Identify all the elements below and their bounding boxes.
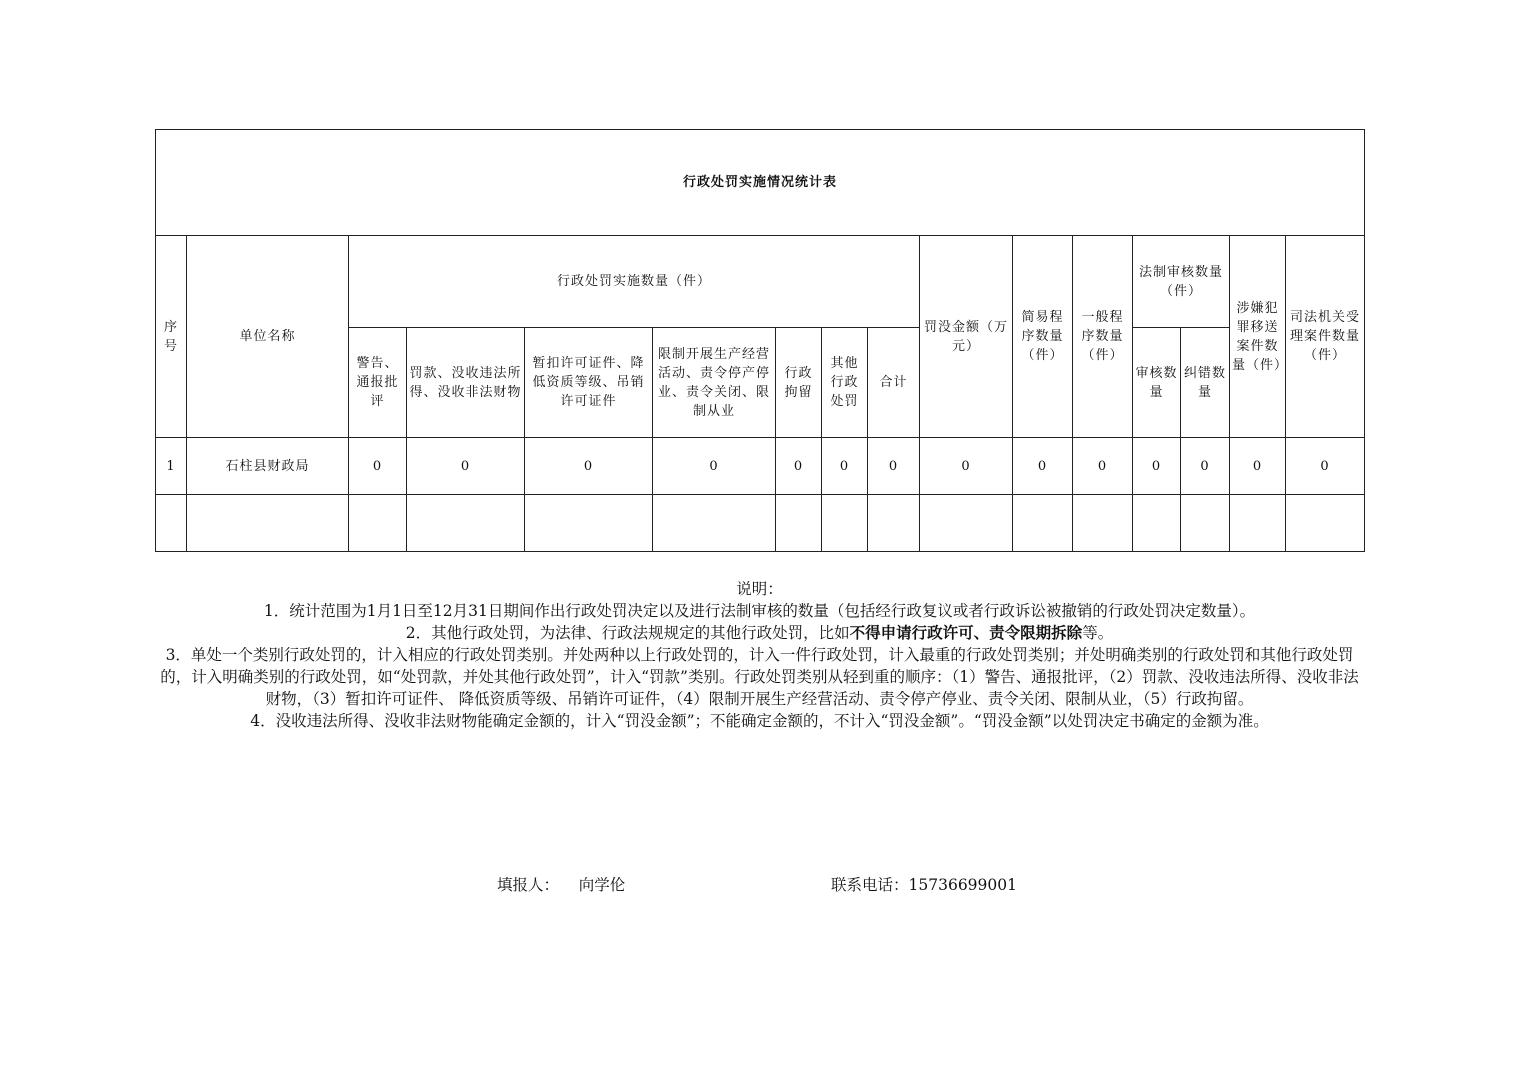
notes-heading: 说明： bbox=[736, 580, 783, 598]
cell-crime: 0 bbox=[1230, 438, 1286, 495]
header-restrict: 限制开展生产经营活动、责令停产停业、责令关闭、限制从业 bbox=[653, 328, 776, 438]
phone-number: 15736699001 bbox=[908, 876, 1017, 894]
header-fine: 罚款、没收违法所得、没收非法财物 bbox=[407, 328, 525, 438]
header-review-group: 法制审核数量（件） bbox=[1133, 236, 1230, 328]
statistics-table bbox=[155, 129, 1365, 552]
cell-simple: 0 bbox=[1013, 438, 1073, 495]
header-seq: 序号 bbox=[156, 236, 187, 438]
header-unit: 单位名称 bbox=[187, 236, 349, 438]
filler-label: 填报人： bbox=[497, 876, 560, 894]
table-row bbox=[156, 438, 1365, 495]
header-review: 审核数量 bbox=[1133, 328, 1181, 438]
header-amount: 罚没金额（万元） bbox=[920, 236, 1013, 438]
header-other: 其他行政处罚 bbox=[822, 328, 868, 438]
table-title: 行政处罚实施情况统计表 bbox=[156, 130, 1365, 236]
cell-review: 0 bbox=[1133, 438, 1181, 495]
contact bbox=[831, 874, 1017, 896]
note-2-bold: 不得申请行政许可、责令限期拆除 bbox=[849, 623, 1083, 642]
cell-other: 0 bbox=[822, 438, 868, 495]
header-correct: 纠错数量 bbox=[1181, 328, 1230, 438]
cell-total: 0 bbox=[868, 438, 920, 495]
note-3: 3．单处一个类别行政处罚的，计入相应的行政处罚类别。并处两种以上行政处罚的，计入一件行政处罚，计入最重的行政处罚类别；并处明确类别的行政处罚和其他行政处罚的，计入明确类别的行政处罚，如“处罚款，并处其他行政处罚”，计入“罚款”类别。行政处罚类别从轻到重的顺序：（1）警告、通报批评，（2）罚款、没收违法所得、没收非法财物，（3）暂扣许可证件、 降低资质等级、吊销许可证件，（4）限制开展生产经营活动、责令停产停业、责令关闭、限制从业，（5）行政拘留。 bbox=[160, 646, 1359, 708]
header-judicial: 司法机关受理案件数量（件） bbox=[1286, 236, 1365, 438]
cell-correct: 0 bbox=[1181, 438, 1230, 495]
header-simple: 简易程序数量（件） bbox=[1013, 236, 1073, 438]
header-total: 合计 bbox=[868, 328, 920, 438]
note-1: 1．统计范围为1月1日至12月31日期间作出行政处罚决定以及进行法制审核的数量（包括经行政复议或者行政诉讼被撤销的行政处罚决定数量）。 bbox=[263, 602, 1256, 620]
notes-section bbox=[155, 578, 1364, 732]
note-2: 2．其他行政处罚，为法律、行政法规规定的其他行政处罚，比如不得申请行政许可、责令限期拆除等。 bbox=[405, 623, 1114, 642]
cell-warning: 0 bbox=[349, 438, 407, 495]
header-general: 一般程序数量（件） bbox=[1073, 236, 1133, 438]
empty-row bbox=[156, 495, 1365, 552]
header-detention: 行政拘留 bbox=[776, 328, 822, 438]
note-4: 4．没收违法所得、没收非法财物能确定金额的，计入“罚没金额”；不能确定金额的，不计入“罚没金额”。“罚没金额”以处罚决定书确定的金额为准。 bbox=[250, 712, 1269, 730]
cell-unit: 石柱县财政局 bbox=[187, 438, 349, 495]
header-crime: 涉嫌犯罪移送案件数量（件） bbox=[1230, 236, 1286, 438]
filler bbox=[497, 874, 625, 896]
cell-amount: 0 bbox=[920, 438, 1013, 495]
header-suspend: 暂扣许可证件、降低资质等级、吊销许可证件 bbox=[525, 328, 653, 438]
cell-suspend: 0 bbox=[525, 438, 653, 495]
cell-restrict: 0 bbox=[653, 438, 776, 495]
cell-judicial: 0 bbox=[1286, 438, 1365, 495]
cell-detention: 0 bbox=[776, 438, 822, 495]
filler-name: 向学伦 bbox=[578, 876, 626, 894]
phone-label: 联系电话： bbox=[831, 876, 909, 894]
header-impl-group: 行政处罚实施数量（件） bbox=[349, 236, 920, 328]
header-warning: 警告、通报批评 bbox=[349, 328, 407, 438]
cell-general: 0 bbox=[1073, 438, 1133, 495]
cell-fine: 0 bbox=[407, 438, 525, 495]
cell-seq: 1 bbox=[156, 438, 187, 495]
